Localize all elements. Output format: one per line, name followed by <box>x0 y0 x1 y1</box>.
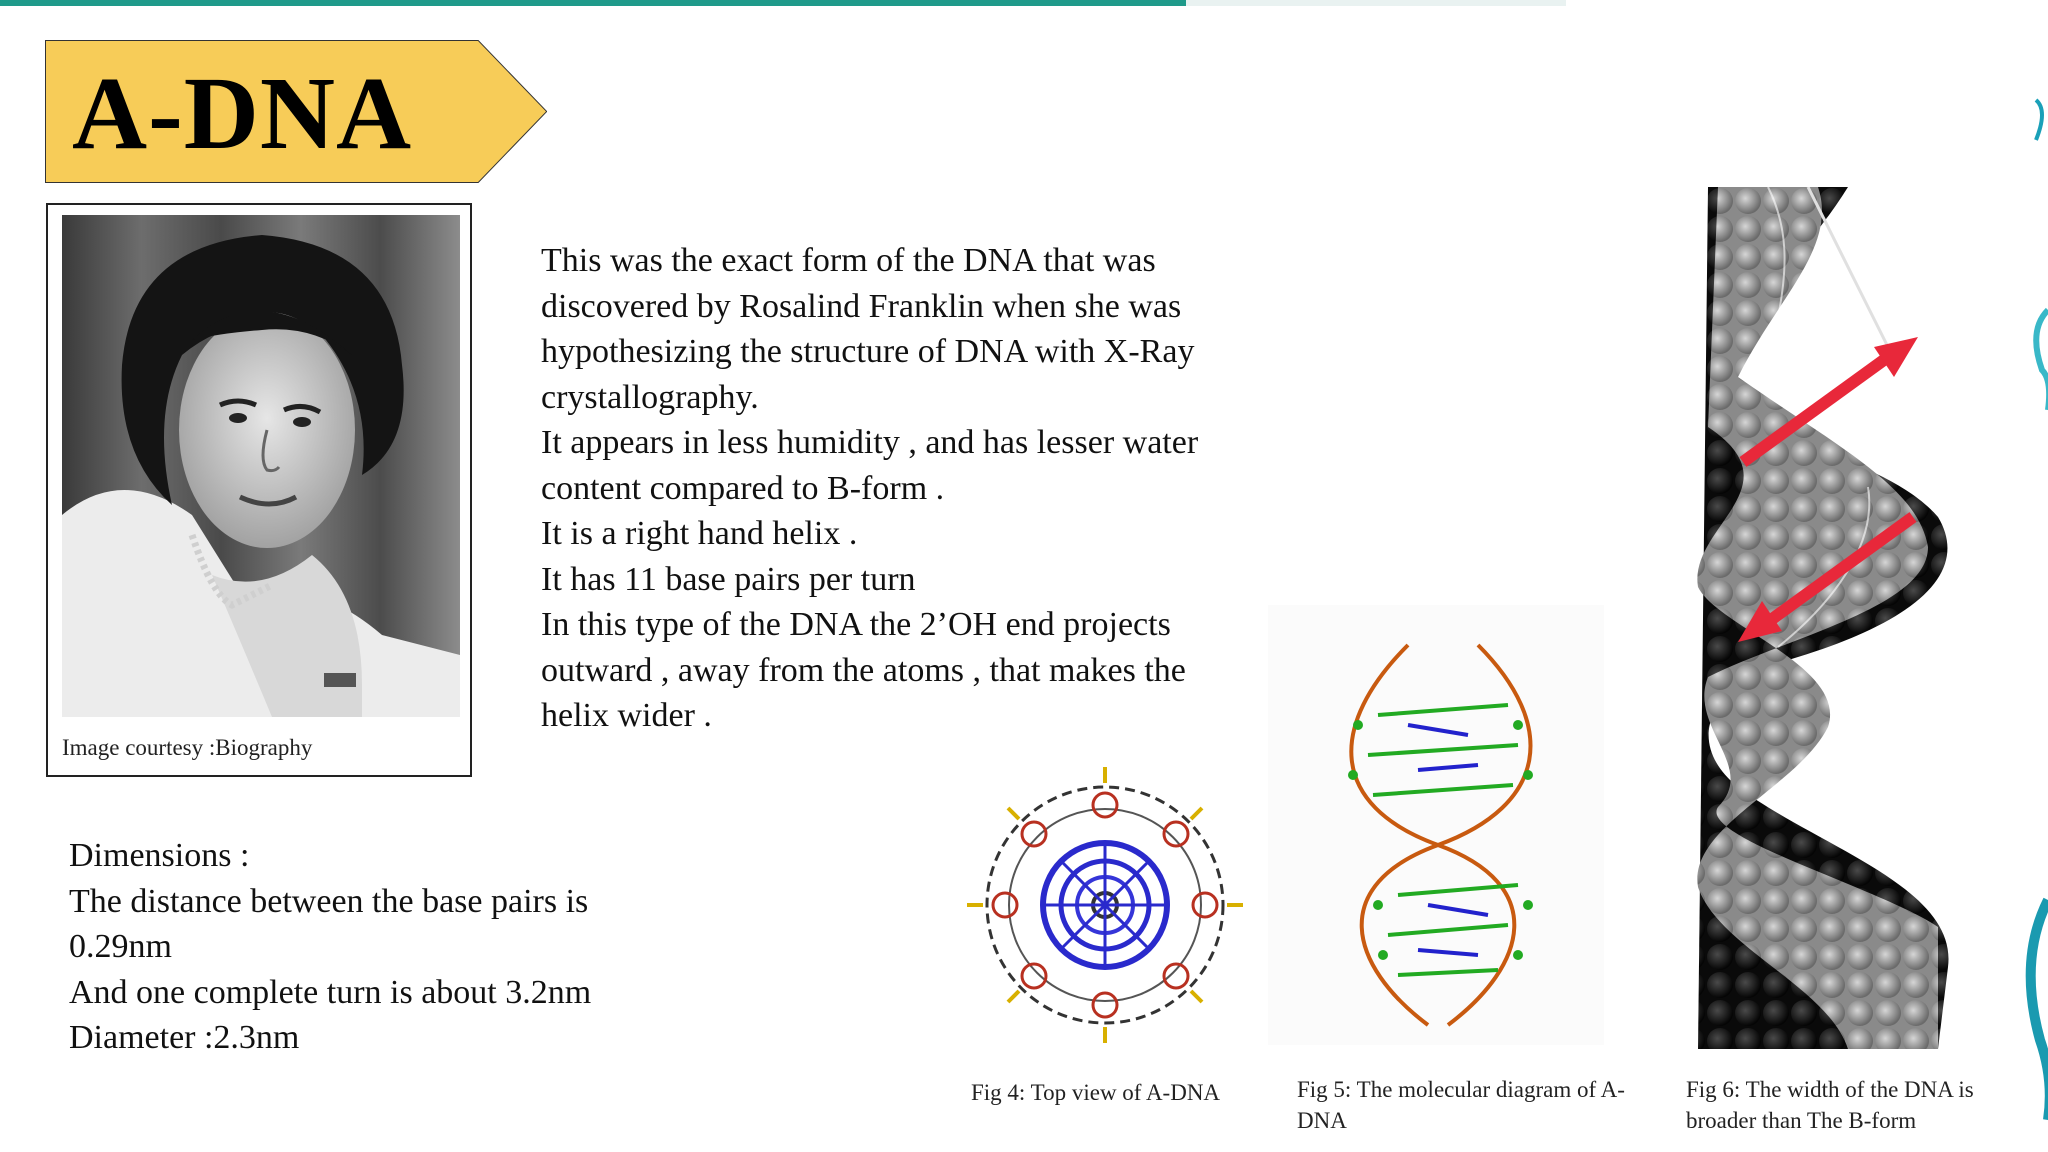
page-title: A-DNA <box>72 56 413 171</box>
fig5-caption <box>1297 1074 1667 1136</box>
description-line: discovered by Rosalind Franklin when she was <box>541 287 1182 325</box>
fig5-caption-line: Fig 5: The molecular diagram of A- <box>1297 1077 1625 1102</box>
description-line: In this type of the DNA the 2’OH end projects <box>541 606 1171 643</box>
description-line: It is a right hand helix . <box>541 515 858 552</box>
fig6-caption <box>1686 1074 2016 1136</box>
description-line: It has 11 base pairs per turn <box>541 560 916 598</box>
top-accent-bar <box>0 0 1186 6</box>
portrait-frame <box>46 203 472 777</box>
dimensions-block <box>69 833 769 1061</box>
description-line: helix wider . <box>541 697 712 734</box>
description-line: It appears in less humidity , and has lesser water <box>541 424 1199 461</box>
description-line: hypothesizing the structure of DNA with X-Ray <box>541 333 1195 370</box>
description-line: crystallography. <box>541 378 759 416</box>
fig5-molecular-diagram-image <box>1268 605 1604 1045</box>
description-line: outward , away from the atoms , that makes the <box>541 651 1186 689</box>
fig4-caption: Fig 4: Top view of A-DNA <box>971 1080 1221 1105</box>
teal-decoration-edge <box>2016 0 2048 1152</box>
fig5-caption-line: DNA <box>1297 1108 1347 1133</box>
dimensions-line: Diameter :2.3nm <box>69 1019 300 1056</box>
description-line: This was the exact form of the DNA that was <box>541 242 1156 279</box>
dimensions-heading: Dimensions : <box>69 837 250 874</box>
description-line: content compared to B-form . <box>541 469 945 507</box>
portrait-photo <box>62 215 460 717</box>
fig6-helix-width-image <box>1678 187 1978 1049</box>
fig4-top-view-image <box>955 765 1255 1055</box>
fig6-caption-line: Fig 6: The width of the DNA is <box>1686 1077 1974 1102</box>
photo-caption: Image courtesy :Biography <box>62 735 313 760</box>
top-accent-bar-light <box>1186 0 1566 6</box>
dimensions-line: And one complete turn is about 3.2nm <box>69 973 592 1011</box>
description-text <box>541 238 1291 739</box>
fig6-caption-line: broader than The B-form <box>1686 1108 1917 1133</box>
dimensions-line: 0.29nm <box>69 928 172 965</box>
dimensions-line: The distance between the base pairs is <box>69 882 589 920</box>
